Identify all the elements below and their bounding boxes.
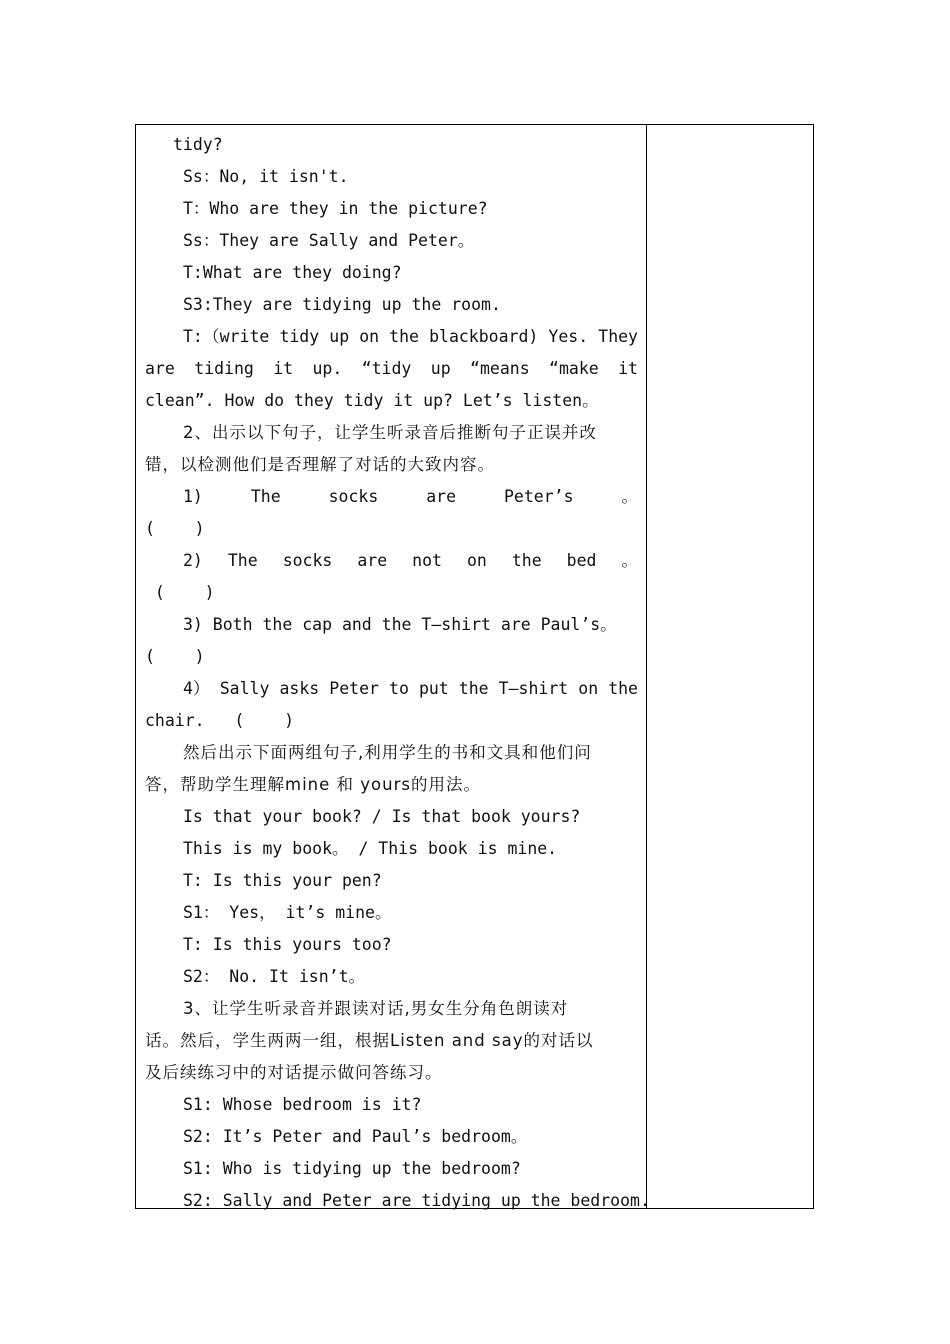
text-line: T: Is this your pen? bbox=[183, 871, 382, 890]
text-line: Ss：No, it isn't. bbox=[183, 167, 349, 186]
text-line: ( ) bbox=[145, 583, 215, 602]
text-line: S2： No. It isn’t。 bbox=[183, 967, 366, 986]
text-line: T：Who are they in the picture? bbox=[183, 199, 488, 218]
text-line: S3:They are tidying up the room. bbox=[183, 295, 501, 314]
text-line: are tiding it up. “tidy up “means “make it bbox=[145, 359, 638, 378]
text-line: 2) The socks are not on the bed 。 bbox=[183, 551, 638, 570]
text-line: 2、出示以下句子，让学生听录音后推断句子正误并改 bbox=[183, 423, 597, 442]
text-line: T: Is this yours too? bbox=[183, 935, 392, 954]
text-line: 错，以检测他们是否理解了对话的大致内容。 bbox=[145, 455, 495, 474]
text-line: 3) Both the cap and the T—shirt are Paul’s。 bbox=[183, 615, 617, 634]
text-line: 1) The socks are Peter’s 。 bbox=[183, 487, 638, 506]
text-line: S2: Sally and Peter are tidying up the bedroom. bbox=[183, 1191, 650, 1210]
text-line: S1: Whose bedroom is it? bbox=[183, 1095, 422, 1114]
lesson-table bbox=[135, 124, 814, 1209]
text-line: This is my book。 / This book is mine. bbox=[183, 839, 558, 858]
text-line: 4） Sally asks Peter to put the T—shirt on the bbox=[183, 679, 638, 698]
text-line: S1: Who is tidying up the bedroom? bbox=[183, 1159, 521, 1178]
text-line: chair. ( ) bbox=[145, 711, 295, 730]
text-line: 3、让学生听录音并跟读对话,男女生分角色朗读对 bbox=[183, 999, 569, 1018]
lesson-content bbox=[145, 129, 650, 1217]
text-line: 答，帮助学生理解mine 和 yours的用法。 bbox=[145, 775, 481, 794]
text-line: T:（write tidy up on the blackboard) Yes. They bbox=[183, 327, 638, 346]
text-line: T:What are they doing? bbox=[183, 263, 402, 282]
text-line: 然后出示下面两组句子,利用学生的书和文具和他们问 bbox=[183, 743, 592, 762]
text-line: S1： Yes， it’s mine。 bbox=[183, 903, 392, 922]
text-line: S2: It’s Peter and Paul’s bedroom。 bbox=[183, 1127, 528, 1146]
text-line: clean”. How do they tidy it up? Let’s listen。 bbox=[145, 391, 599, 410]
text-line: ( ) bbox=[145, 519, 205, 538]
text-line: Is that your book? / Is that book yours? bbox=[183, 807, 581, 826]
text-line: ( ) bbox=[145, 647, 205, 666]
text-line: 及后续练习中的对话提示做问答练习。 bbox=[145, 1063, 443, 1082]
text-line: Ss：They are Sally and Peter。 bbox=[183, 231, 475, 250]
text-line: tidy? bbox=[173, 135, 223, 154]
text-line: 话。然后，学生两两一组，根据Listen and say的对话以 bbox=[145, 1031, 594, 1050]
notes-column bbox=[647, 125, 813, 1208]
